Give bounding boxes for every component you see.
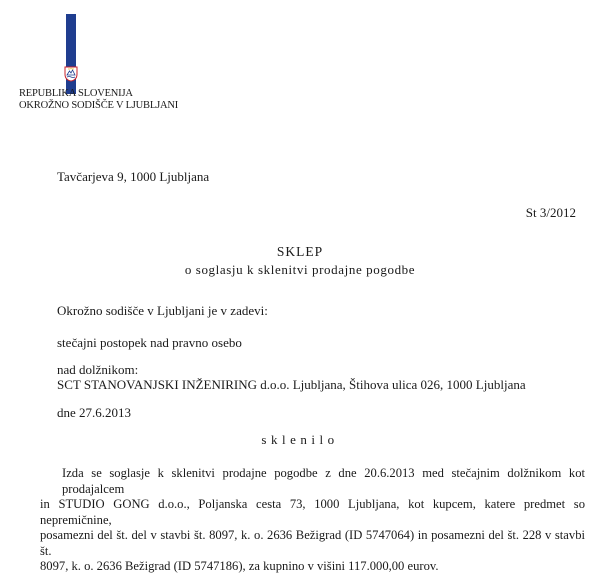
court-address: Tavčarjeva 9, 1000 Ljubljana: [57, 169, 210, 184]
decided-heading: sklenilo: [261, 432, 339, 447]
letterhead-country: REPUBLIKA SLOVENIJA: [19, 88, 133, 99]
coat-of-arms-bar: [66, 14, 76, 94]
document-subtitle: o soglasju k sklenitvi prodajne pogodbe: [184, 262, 416, 277]
document-title: SKLEP: [276, 244, 324, 259]
debtor-line: SCT STANOVANJSKI INŽENIRING d.o.o. Ljubljana, Štihova ulica 026, 1000 Ljubljana: [57, 377, 526, 392]
intro-line: Okrožno sodišče v Ljubljani je v zadevi:: [57, 303, 268, 318]
crest-icon: [64, 66, 78, 82]
paragraph-line: in STUDIO GONG d.o.o., Poljanska cesta 73, 1000 Ljubljana, kot kupcem, katere predmet so nepremičnine,: [40, 497, 585, 527]
procedure-line: stečajni postopek nad pravno osebo: [57, 335, 242, 350]
case-number: St 3/2012: [525, 205, 576, 220]
debtor-label: nad dolžnikom:: [57, 362, 139, 377]
paragraph-line: 8097, k. o. 2636 Bežigrad (ID 5747186), za kupnino v višini 117.000,00 eurov.: [40, 559, 439, 573]
decision-paragraph: [40, 466, 585, 575]
decision-date: dne 27.6.2013: [57, 405, 132, 420]
letterhead-court: OKROŽNO SODIŠČE V LJUBLJANI: [19, 100, 179, 111]
paragraph-line: posamezni del št. del v stavbi št. 8097, k. o. 2636 Bežigrad (ID 5747064) in posamezni del št. 228 v stavbi št.: [40, 528, 585, 558]
paragraph-line: Izda se soglasje k sklenitvi prodajne pogodbe z dne 20.6.2013 med stečajnim dolžnikom kot prodajalcem: [62, 466, 585, 496]
